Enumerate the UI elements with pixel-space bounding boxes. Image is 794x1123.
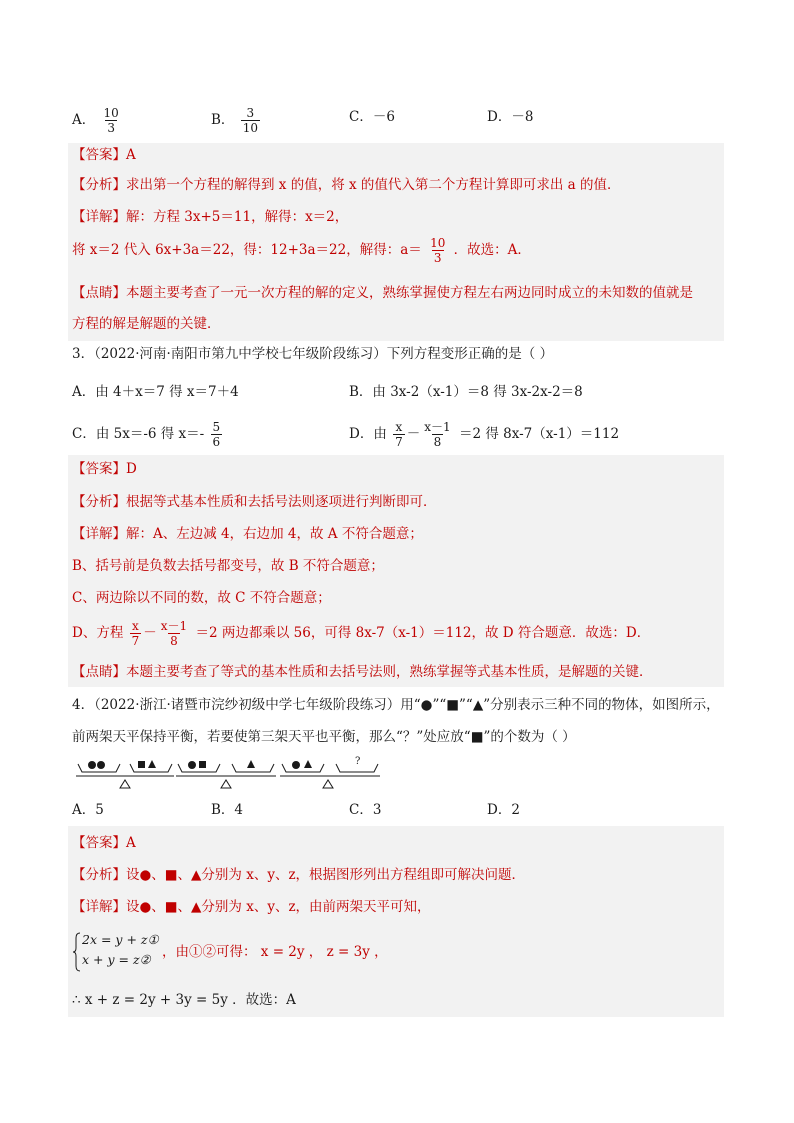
q4-option-c: C．3 <box>349 802 382 818</box>
q3-option-c: C．由 5x＝-6 得 x＝- $\frac{5}{6}$ <box>72 420 221 449</box>
q3-detail-line4: D、方程 $\frac{x}{7}$ － $\frac{x-1}{8}$ ＝2 两边都乘以 56，可得 8x-7（x-1）＝112，故 D 符合题意．故选：D． <box>72 619 651 648</box>
q4-option-b: B．4 <box>211 802 244 818</box>
q2-option-b: B． $\frac{3}{10}$ <box>211 106 258 135</box>
balance-figure <box>72 752 392 792</box>
circle-object <box>292 761 300 769</box>
q3-detail-line3: C、两边除以不同的数，故 C 不符合题意； <box>72 590 331 606</box>
circle-object <box>97 761 105 769</box>
equation-2: x + y = z② <box>82 952 151 967</box>
q4-conclusion: ∴ x + z = 2y + 3y = 5y ．故选：A <box>72 992 296 1008</box>
equation-1: 2x = y + z① <box>82 932 159 947</box>
q2-detail-line2: 将 x＝2 代入 6x+3a＝22，得：12+3a＝22，解得：a＝ $\frac{10}{3}$ ．故选：A． <box>72 236 531 265</box>
q4-analysis: 【分析】设●、■、▲分别为 x、y、z，根据图形列出方程组即可解决问题． <box>72 867 526 883</box>
triangle-object <box>247 760 255 768</box>
q3-detail-line2: B、括号前是负数去括号都变号，故 B 不符合题意； <box>72 558 384 574</box>
question-mark: ? <box>355 756 361 767</box>
q2-option-a: A． $\frac{10}{3}$ <box>72 106 119 135</box>
square-object <box>199 761 206 768</box>
q3-stem: 3．（2022·河南·南阳市第九中学校七年级阶段练习）下列方程变形正确的是（ ） <box>72 346 554 362</box>
q4-option-d: D．2 <box>487 802 520 818</box>
q2-answer: 【答案】A <box>72 147 136 163</box>
equation-system <box>82 930 159 970</box>
square-object <box>138 761 145 768</box>
q3-analysis: 【分析】根据等式基本性质和去括号法则逐项进行判断即可． <box>72 494 437 510</box>
q3-option-a: A．由 4＋x＝7 得 x＝7＋4 <box>72 384 239 400</box>
answer-block-q4 <box>68 826 724 1017</box>
q3-option-b: B．由 3x-2（x-1）＝8 得 3x-2x-2＝8 <box>349 384 583 400</box>
q4-stem-line2: 前两架天平保持平衡，若要使第三架天平也平衡，那么“？”处应放“■”的个数为（ ） <box>72 729 576 745</box>
q2-comment-line1: 【点睛】本题主要考查了一元一次方程的解的定义，熟练掌握使方程左右两边同时成立的未知数的值就是 <box>72 285 693 301</box>
q2-option-d: D．－8 <box>487 109 534 125</box>
triangle-object <box>304 760 312 768</box>
circle-object <box>188 761 196 769</box>
q4-option-a: A．5 <box>72 802 104 818</box>
q2-analysis: 【分析】求出第一个方程的解得到 x 的值，将 x 的值代入第二个方程计算即可求出 a 的值． <box>72 177 621 193</box>
q2-comment-line2: 方程的解是解题的关键． <box>72 316 221 332</box>
q2-option-c: C．－6 <box>349 109 395 125</box>
q3-detail-line1: 【详解】解：A、左边减 4，右边加 4，故 A 不符合题意； <box>72 526 423 542</box>
q4-detail: 【详解】设●、■、▲分别为 x、y、z，由前两架天平可知， <box>72 899 431 915</box>
q2-detail-line1: 【详解】解：方程 3x+5＝11，解得：x＝2， <box>72 209 349 225</box>
circle-object <box>88 761 96 769</box>
q3-comment: 【点睛】本题主要考查了等式的基本性质和去括号法则，熟练掌握等式基本性质，是解题的关键． <box>72 664 653 680</box>
q4-solve-line: ，由①②可得： x = 2y ， z = 3y ， <box>162 944 388 960</box>
q4-answer: 【答案】A <box>72 835 136 851</box>
q3-answer: 【答案】D <box>72 461 137 477</box>
q4-stem-line1: 4．（2022·浙江·诸暨市浣纱初级中学七年级阶段练习）用“●”“■”“▲”分别表示三种不同的物体，如图所示， <box>72 697 720 713</box>
q3-option-d: D．由 $\frac{x}{7}$ － $\frac{x-1}{8}$ ＝2 得 8x-7（x-1）＝112 <box>349 420 620 449</box>
triangle-object <box>148 760 156 768</box>
